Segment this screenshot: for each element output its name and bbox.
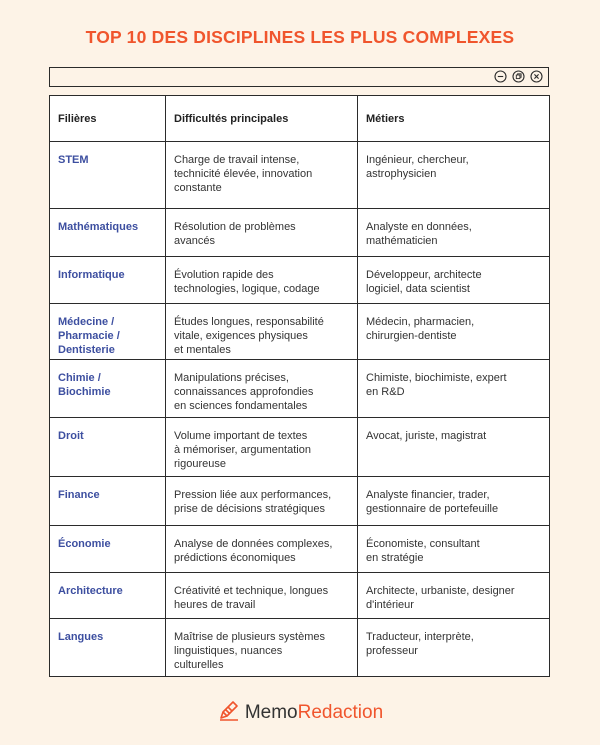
cell-text-line: en R&D — [366, 386, 405, 398]
cell-text-line: gestionnaire de portefeuille — [366, 503, 499, 515]
cell-text-line: technicité élevée, innovation — [174, 168, 313, 180]
cell-difficultes — [166, 573, 358, 619]
cell-filiere — [50, 477, 166, 526]
cell-text-line: et mentales — [174, 344, 231, 356]
cell-text-line: Économie — [58, 538, 111, 550]
cell-text-line: Développeur, architecte — [366, 269, 482, 281]
cell-filiere — [50, 573, 166, 619]
cell-text-line: Médecin, pharmacien, — [366, 316, 475, 328]
cell-text-line: linguistiques, nuances — [174, 645, 283, 657]
cell-text-line: Évolution rapide des — [174, 269, 274, 281]
close-icon[interactable] — [530, 70, 543, 83]
cell-text-line: Mathématiques — [58, 221, 139, 233]
column-header-metiers: Métiers — [358, 96, 550, 142]
cell-text-line: en stratégie — [366, 552, 424, 564]
cell-text-line: Analyste financier, trader, — [366, 489, 490, 501]
cell-difficultes — [166, 209, 358, 257]
table-row — [50, 142, 550, 209]
cell-text-line: technologies, logique, codage — [174, 283, 320, 295]
cell-text-line: Analyste en données, — [366, 221, 472, 233]
cell-metiers — [358, 573, 550, 619]
page-title: TOP 10 DES DISCIPLINES LES PLUS COMPLEXES — [85, 27, 515, 47]
cell-text-line: Ingénieur, chercheur, — [366, 154, 469, 166]
table-row — [50, 209, 550, 257]
cell-filiere — [50, 360, 166, 418]
cell-text-line: Pression liée aux performances, — [174, 489, 332, 501]
table-row — [50, 360, 550, 418]
cell-text-line: chirurgien-dentiste — [366, 330, 457, 342]
cell-text-line: STEM — [58, 154, 89, 166]
cell-filiere — [50, 209, 166, 257]
cell-filiere — [50, 257, 166, 304]
cell-text-line: Biochimie — [58, 386, 111, 398]
table-row — [50, 573, 550, 619]
cell-text-line: d'intérieur — [366, 599, 414, 611]
brand-logo — [0, 698, 600, 727]
table-row — [50, 477, 550, 526]
cell-difficultes — [166, 526, 358, 573]
cell-text-line: Architecture — [58, 585, 123, 597]
cell-text-line: Créativité et technique, longues — [174, 585, 329, 597]
cell-metiers — [358, 257, 550, 304]
cell-metiers — [358, 526, 550, 573]
cell-filiere — [50, 619, 166, 677]
cell-text-line: Études longues, responsabilité — [174, 316, 324, 328]
column-header-filieres: Filières — [50, 96, 166, 142]
table-header-row — [50, 96, 550, 142]
cell-text-line: Manipulations précises, — [174, 372, 289, 384]
cell-metiers — [358, 304, 550, 360]
cell-text-line: astrophysicien — [366, 168, 437, 180]
cell-filiere — [50, 526, 166, 573]
cell-text-line: à mémoriser, argumentation — [174, 444, 311, 456]
cell-text-line: Résolution de problèmes — [174, 221, 296, 233]
cell-text-line: Droit — [58, 430, 84, 442]
table-row — [50, 418, 550, 477]
cell-text-line: vitale, exigences physiques — [174, 330, 308, 342]
cell-difficultes — [166, 142, 358, 209]
cell-text-line: Volume important de textes — [174, 430, 308, 442]
cell-text-line: Finance — [58, 489, 100, 501]
cell-text-line: Pharmacie / — [58, 330, 120, 342]
column-header-difficultes: Difficultés principales — [166, 96, 358, 142]
cell-metiers — [358, 209, 550, 257]
cell-difficultes — [166, 304, 358, 360]
cell-metiers — [358, 418, 550, 477]
pencil-icon — [217, 698, 241, 727]
cell-text-line: mathématicien — [366, 235, 438, 247]
cell-filiere — [50, 142, 166, 209]
cell-filiere — [50, 304, 166, 360]
table-row — [50, 619, 550, 677]
disciplines-table — [49, 95, 550, 677]
table-row — [50, 257, 550, 304]
cell-text-line: constante — [174, 182, 222, 194]
brand-name-part2: Redaction — [297, 701, 384, 723]
cell-text-line: logiciel, data scientist — [366, 283, 470, 295]
cell-text-line: Avocat, juriste, magistrat — [366, 430, 487, 442]
cell-difficultes — [166, 257, 358, 304]
cell-text-line: avancés — [174, 235, 215, 247]
cell-text-line: Langues — [58, 631, 104, 643]
cell-text-line: prise de décisions stratégiques — [174, 503, 326, 515]
cell-text-line: en sciences fondamentales — [174, 400, 308, 412]
cell-text-line: Informatique — [58, 269, 125, 281]
cell-text-line: Architecte, urbaniste, designer — [366, 585, 515, 597]
cell-text-line: culturelles — [174, 659, 224, 671]
cell-text-line: Charge de travail intense, — [174, 154, 300, 166]
cell-text-line: Chimie / — [58, 372, 101, 384]
cell-text-line: Traducteur, interprète, — [366, 631, 474, 643]
cell-filiere — [50, 418, 166, 477]
restore-icon[interactable] — [512, 70, 525, 83]
cell-text-line: prédictions économiques — [174, 552, 296, 564]
cell-text-line: Dentisterie — [58, 344, 115, 356]
cell-metiers — [358, 477, 550, 526]
cell-text-line: Économiste, consultant — [366, 538, 480, 550]
brand-name-part1: Memo — [244, 701, 298, 723]
cell-text-line: Chimiste, biochimiste, expert — [366, 372, 507, 384]
cell-text-line: professeur — [366, 645, 418, 657]
cell-difficultes — [166, 619, 358, 677]
cell-difficultes — [166, 418, 358, 477]
cell-text-line: Analyse de données complexes, — [174, 538, 333, 550]
minimize-icon[interactable] — [494, 70, 507, 83]
cell-metiers — [358, 619, 550, 677]
cell-text-line: heures de travail — [174, 599, 256, 611]
cell-text-line: Maîtrise de plusieurs systèmes — [174, 631, 325, 643]
table-row — [50, 304, 550, 360]
cell-metiers — [358, 142, 550, 209]
window-title-bar — [49, 67, 549, 87]
cell-text-line: connaissances approfondies — [174, 386, 314, 398]
window-controls — [494, 70, 543, 83]
cell-text-line: rigoureuse — [174, 458, 226, 470]
brand-name — [245, 702, 383, 724]
cell-difficultes — [166, 477, 358, 526]
table-row — [50, 526, 550, 573]
cell-metiers — [358, 360, 550, 418]
cell-text-line: Médecine / — [58, 316, 115, 328]
cell-difficultes — [166, 360, 358, 418]
